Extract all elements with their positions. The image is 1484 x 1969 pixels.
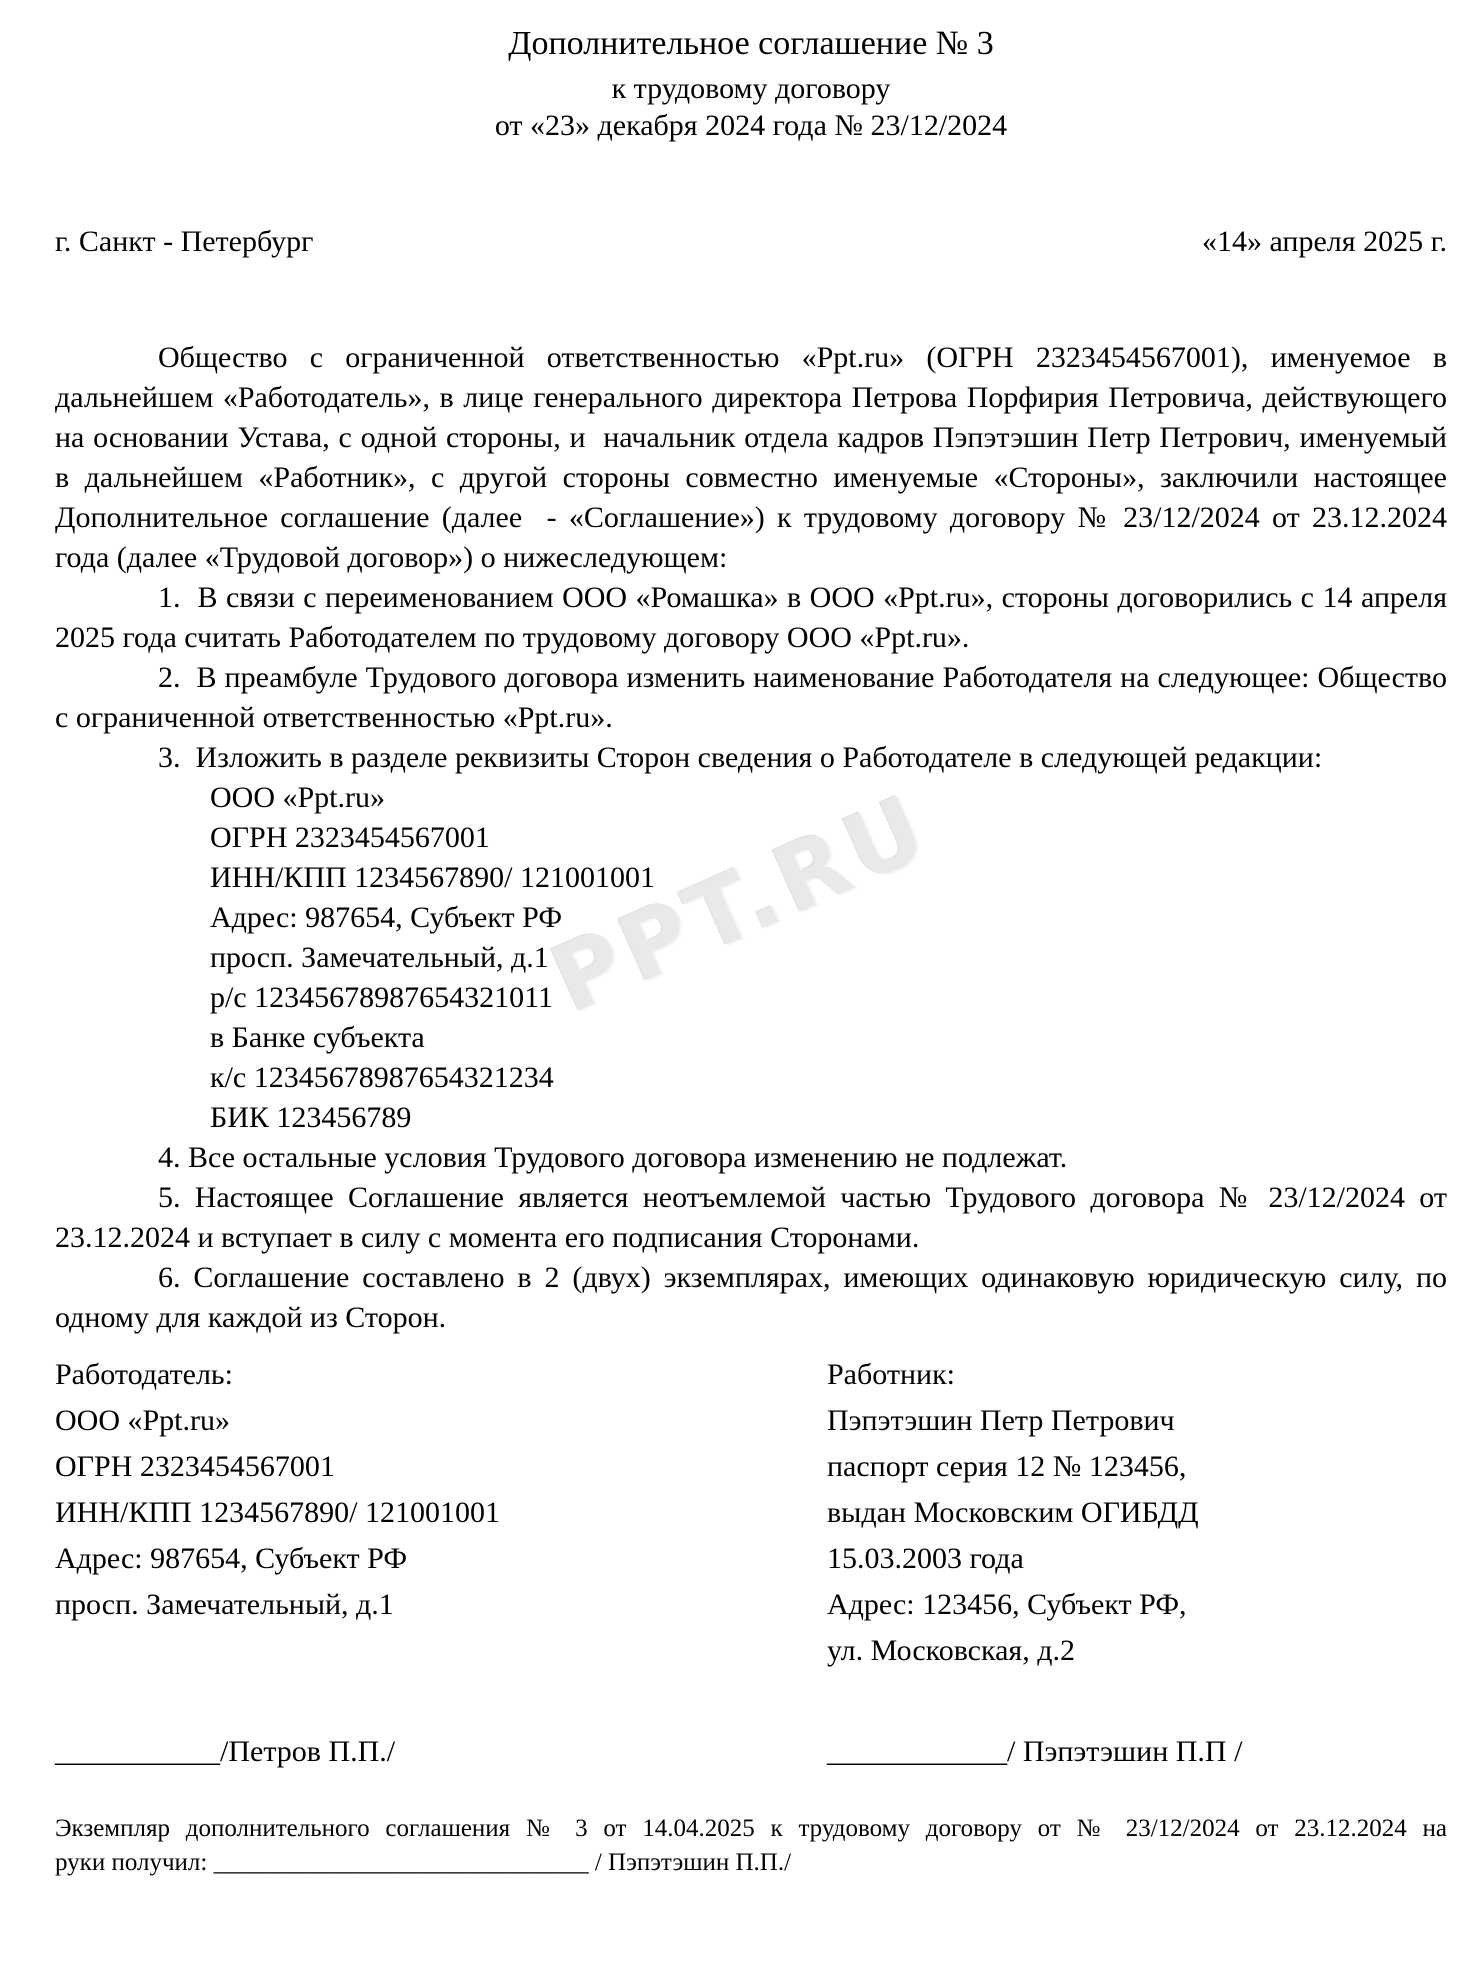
requisite-company-name: ООО «Ppt.ru» [210,781,386,814]
place-date-row [55,224,1447,260]
employee-signature-line: ____________/ Пэпэтэшин П.П / [827,1735,1243,1768]
preamble-paragraph: Общество с ограниченной ответственностью «Ppt.ru» (ОГРН 2323454567001), именуемое в дальнейшем «Работодатель», в лице генерального директора Петрова Порфирия Петровича, действующего на основании Устава, с одной стороны, и начальник отдела кадров Пэпэтэшин Петр Петрович, именуемый в дальнейшем «Работник», с другой стороны совместно именуемые «Стороны», заключили настоящее Дополнительное соглашение (далее - «Соглашение») к трудовому договору № 23/12/2024 от 23.12.2024 года (далее «Трудовой договор») о нижеследующем: [55,341,1447,574]
requisite-street: просп. Замечательный, д.1 [210,941,549,974]
document-subtitle: к трудовому договору [611,72,891,105]
employer-address: Адрес: 987654, Субъект РФ [55,1542,408,1575]
employee-passport-date: 15.03.2003 года [827,1542,1024,1575]
clause-5: 5. Настоящее Соглашение является неотъемлемой частью Трудового договора № 23/12/2024 от 23.12.2024 и вступает в силу с момента его подписания Сторонами. [55,1181,1447,1254]
receipt-signature-blank: ______________________________ [213,1849,589,1876]
employer-column [55,1352,827,1674]
clause-4: 4. Все остальные условия Трудового договора изменению не подлежат. [158,1141,1068,1174]
clause-3: 3. Изложить в разделе реквизиты Сторон сведения о Работодателе в следующей редакции: [158,741,1323,774]
document-date: «14» апреля 2025 г. [1202,225,1447,258]
employer-company-name: ООО «Ppt.ru» [55,1404,231,1437]
employee-passport: паспорт серия 12 № 123456, [827,1450,1187,1483]
requisite-bank: в Банке субъекта [210,1021,425,1054]
parties-block [55,1352,1447,1674]
employee-address: Адрес: 123456, Субъект РФ, [827,1588,1187,1621]
document-place: г. Санкт - Петербург [55,225,314,258]
requisite-corr-account: к/с 12345678987654321234 [210,1061,554,1094]
employer-street: просп. Замечательный, д.1 [55,1588,394,1621]
receipt-text-line2 [55,1846,1447,1880]
ppt-ru-watermark: PPT.RU [536,773,946,1034]
receipt-label: руки получил: [55,1849,208,1876]
requisite-bik: БИК 123456789 [210,1101,412,1134]
document-content [55,22,1447,1880]
clause-6: 6. Соглашение составлено в 2 (двух) экземплярах, имеющих одинаковую юридическую силу, по одному для каждой из Сторон. [55,1261,1447,1334]
requisite-settlement-account: р/с 12345678987654321011 [210,981,554,1014]
clause-1: 1. В связи с переименованием ООО «Ромашка» в ООО «Ppt.ru», стороны договорились с 14 апреля 2025 года считать Работодателем по трудовому договору ООО «Ppt.ru». [55,581,1447,654]
requisite-ogrn: ОГРН 2323454567001 [210,821,490,854]
receipt-signatory-name: / Пэпэтэшин П.П./ [594,1849,792,1876]
employer-requisites-list [210,773,1447,1138]
signatures-row [55,1732,1447,1772]
employer-ogrn: ОГРН 2323454567001 [55,1450,335,1483]
employer-signature-line: ___________/Петров П.П./ [55,1735,396,1768]
clause-2: 2. В преамбуле Трудового договора изменить наименование Работодателя на следующее: Общество с ограниченной ответственностью «Ppt.ru». [55,661,1447,734]
document-title-block [55,22,1447,144]
requisite-address: Адрес: 987654, Субъект РФ [210,901,563,934]
document-title: Дополнительное соглашение № 3 [508,25,994,62]
employer-heading: Работодатель: [55,1358,233,1391]
employee-column [827,1352,1447,1674]
employee-full-name: Пэпэтэшин Петр Петрович [827,1404,1175,1437]
employee-street: ул. Московская, д.2 [827,1634,1075,1667]
receipt-text-line1: Экземпляр дополнительного соглашения № 3 от 14.04.2025 к трудовому договору от № 23/12/2024 от 23.12.2024 на [55,1815,1447,1842]
employer-inn-kpp: ИНН/КПП 1234567890/ 121001001 [55,1496,501,1529]
document-contract-reference: от «23» декабря 2024 года № 23/12/2024 [494,109,1008,142]
employee-heading: Работник: [827,1358,955,1391]
receipt-acknowledgement [55,1812,1447,1880]
employee-passport-issuer: выдан Московским ОГИБДД [827,1496,1199,1529]
requisite-inn-kpp: ИНН/КПП 1234567890/ 121001001 [210,861,656,894]
